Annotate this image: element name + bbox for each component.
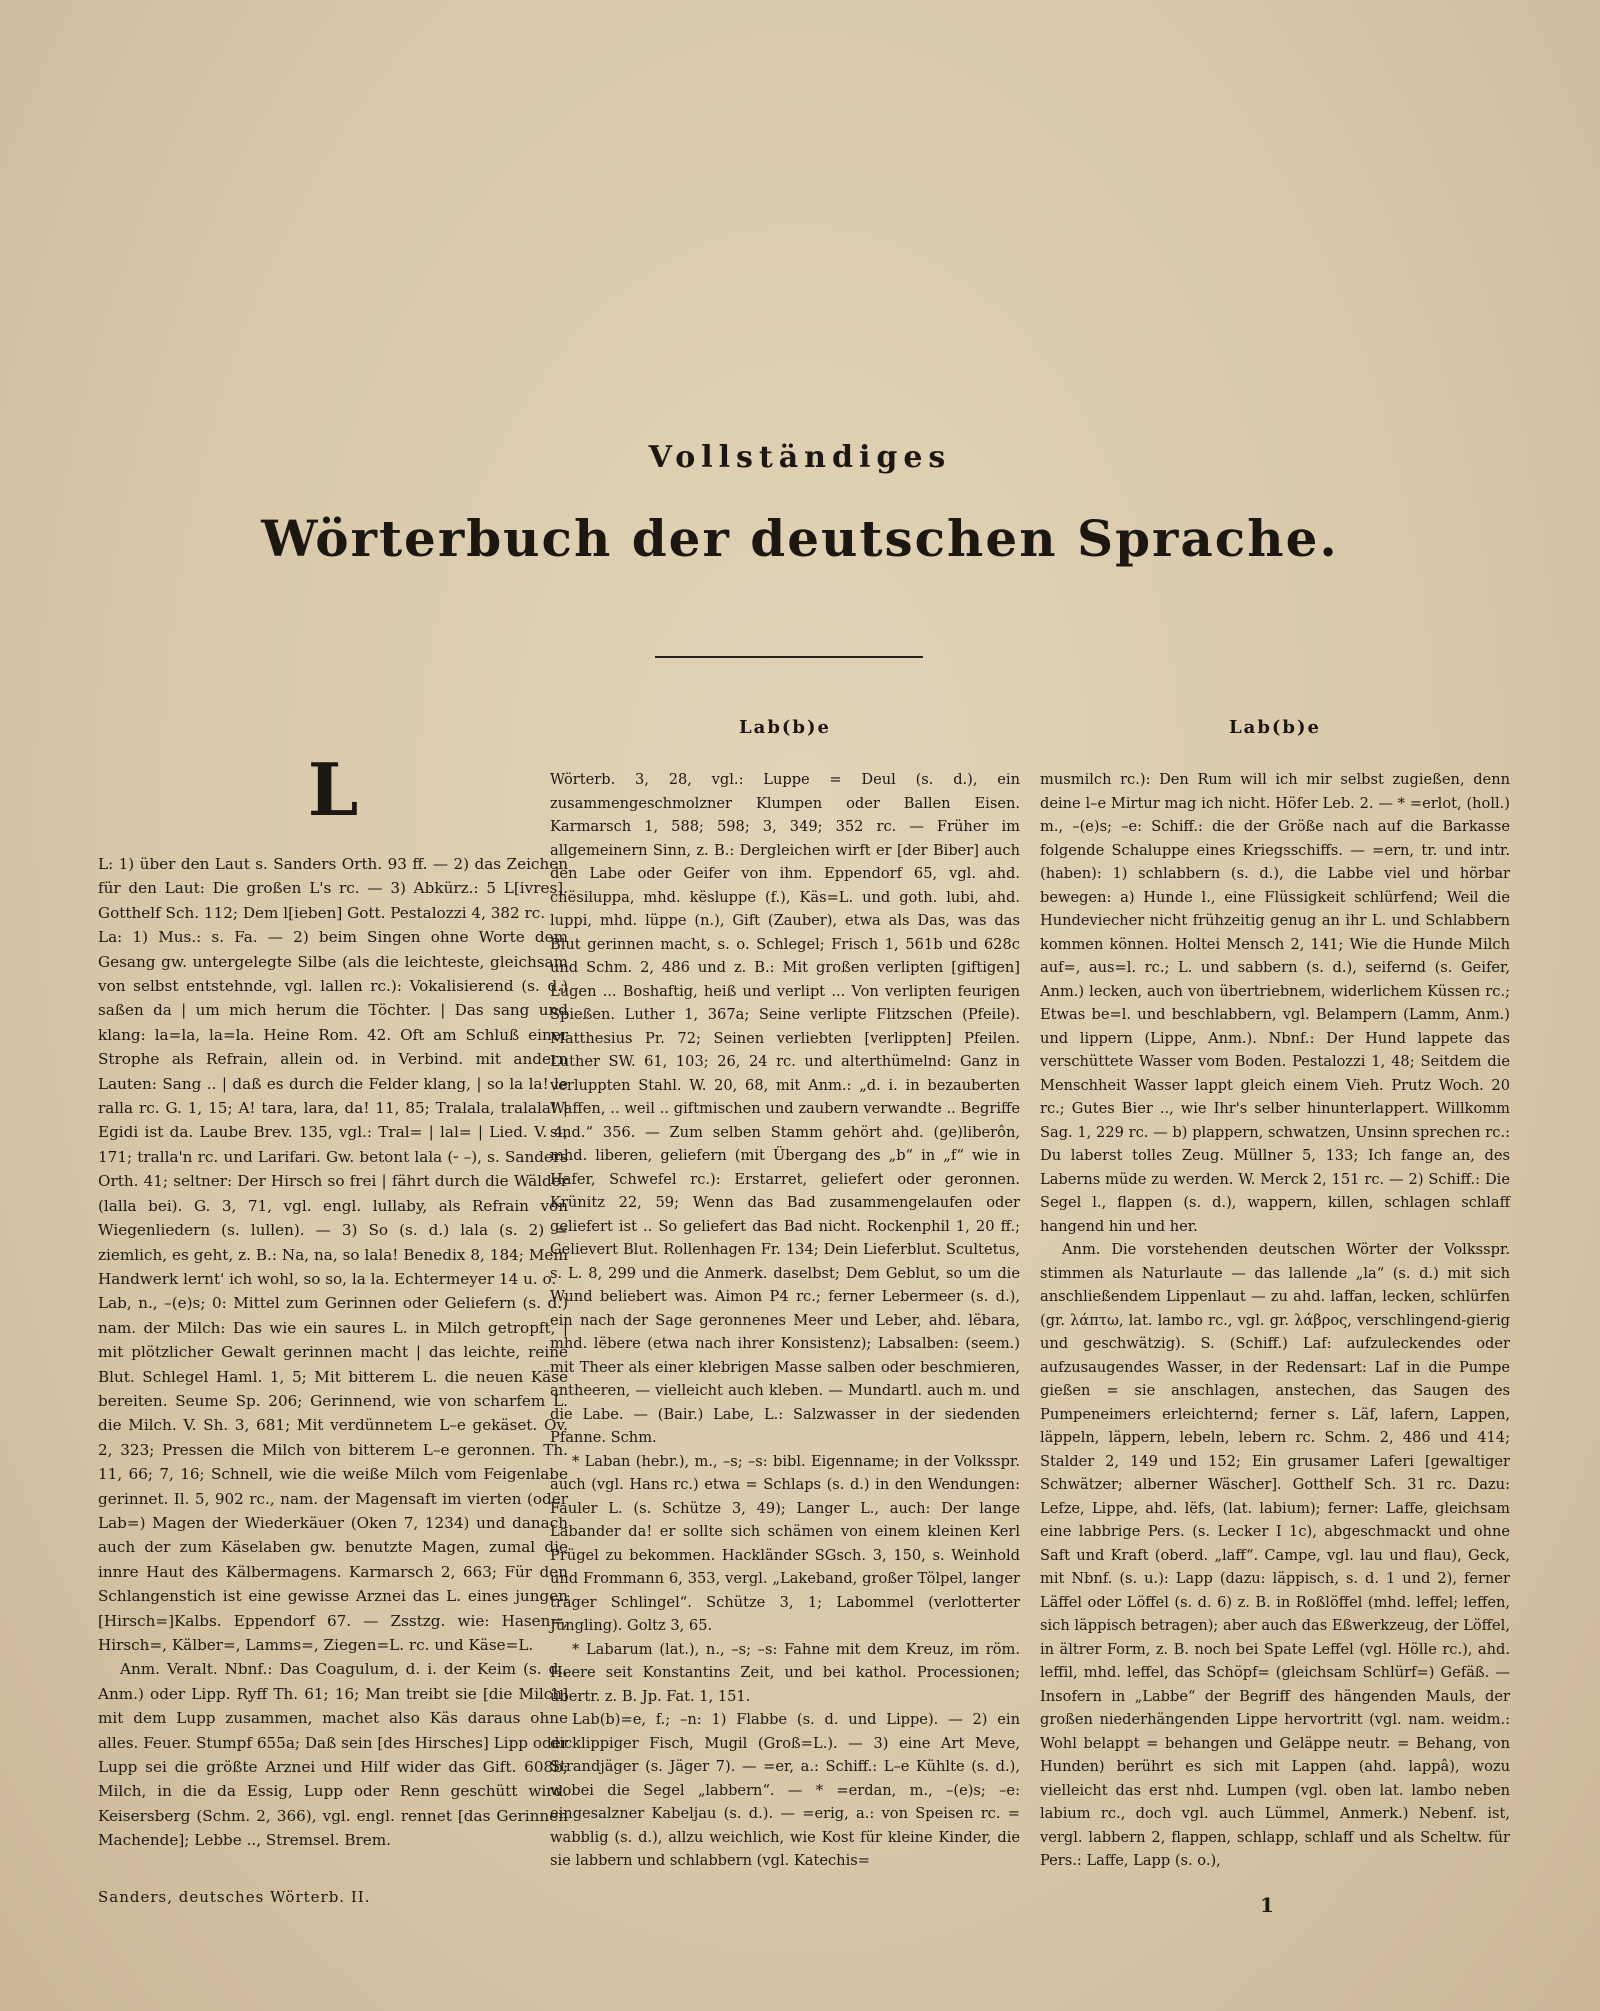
column-middle-header: Lab(b)e	[739, 717, 831, 738]
title-block	[0, 440, 1600, 568]
entry-l: L: 1) über den Laut s. Sanders Orth. 93 ff. — 2) das Zeichen für den Laut: Die großen L's rc. — 3) Abkürz.: 5 L[ivres]. Gotthelf Sch. 112; Dem l[ieben] Gott. Pestalozzi 4, 382 rc.	[98, 855, 568, 922]
footer-signature: Sanders, deutsches Wörterb. II.	[98, 1888, 371, 1906]
pre-title: Vollständiges	[648, 440, 952, 475]
column-right-header: Lab(b)e	[1229, 717, 1321, 738]
title-divider	[655, 656, 923, 658]
main-title: Wörterbuch der deutschen Sprache.	[261, 509, 1339, 568]
entry-lab-continued: Wörterb. 3, 28, vgl.: Luppe = Deul (s. d.), ein zusammengeschmolzner Klumpen oder Ballen Eisen. Karmarsch 1, 588; 598; 3, 349; 352 rc. — Früher im allgemeinern Sinn, z. B.: Dergleichen wirft er [der Biber] auch den Labe oder Geifer von ihm. Eppendorf 65, vgl. ahd. chësiluppa, mhd. kësluppe (f.), Käs=L. und goth. lubi, ahd. luppi, mhd. lüppe (n.), Gift (Zauber), etwa als Das, was das Blut gerinnen macht, s. o. Schlegel; Frisch 1, 561b und 628c und Schm. 2, 486 und z. B.: Mit großen verlipten [giftigen] Lügen ... Boshaftig, heiß und verlipt ... Von verlipten feurigen Spießen. Luther 1, 367a; Seine verlipte Flitzschen (Pfeile). Matthesius Pr. 72; Seinen verliebten [verlippten] Pfeilen. Luther SW. 61, 103; 26, 24 rc. und alterthümelnd: Ganz in verluppten Stahl. W. 20, 68, mit Anm.: „d. i. in bezauberten Waffen, .. weil .. giftmischen und zaubern verwandte .. Begriffe sind.“ 356. — Zum selben Stamm gehört ahd. (ge)liberôn, mhd. liberen, geliefern (mit Übergang des „b“ in „f“ wie in Hafer, Schwefel rc.): Erstarret, geliefert oder geronnen. Krünitz 22, 59; Wenn das Bad zusammengelaufen oder geliefert ist .. So geliefert das Bad nicht. Rockenphil 1, 20 ff.; Gelievert Blut. Rollenhagen Fr. 134; Dein Lieferblut. Scultetus, s. L. 8, 299 und die Anmerk. daselbst; Dem Geblut, so um die Wund beliebert was. Aimon P4 rc.; ferner Lebermeer (s. d.), ein nach der Sage geronnenes Meer und Leber, ahd. lëbara, mhd. lëbere (etwa nach ihrer Konsistenz); Labsalben: (seem.) mit Theer als einer klebrigen Masse salben oder beschmieren, antheeren, — vielleicht auch kleben. — Mundartl. auch m. und die Labe. — (Bair.) Labe, L.: Salzwasser in der siedenden Pfanne. Schm.	[550, 771, 1020, 1446]
column-left	[98, 716, 568, 1853]
entry-labbe-continued: musmilch rc.): Den Rum will ich mir selbst zugießen, denn deine l–e Mirtur mag ich nicht. Höfer Leb. 2. — * =erlot, (holl.) m., –(e)s; –e: Schiff.: die der Größe nach auf die Barkasse folgende Schaluppe eines Kriegsschiffs. — =ern, tr. und intr. (haben): 1) schlabbern (s. d.), die Labbe viel und hörbar bewegen: a) Hunde l., eine Flüssigkeit schlürfend; Weil die Hundeviecher nicht frühzeitig genug an ihr L. und Schlabbern kommen können. Holtei Mensch 2, 141; Wie die Hunde Milch auf=, aus=l. rc.; L. und sabbern (s. d.), seifernd (s. Geifer, Anm.) lecken, auch von übertriebnem, widerlichem Küssen rc.; Etwas be=l. und beschlabbern, vgl. Belampern (Lamm, Anm.) und lippern (Lippe, Anm.). Nbnf.: Der Hund lappete das verschüttete Wasser vom Boden. Pestalozzi 1, 48; Seitdem die Menschheit Wasser lappt gleich einem Vieh. Prutz Woch. 20 rc.; Gutes Bier .., wie Ihr's selber hinunterlappert. Willkomm Sag. 1, 229 rc. — b) plappern, schwatzen, Unsinn sprechen rc.: Du laberst tolles Zeug. Müllner 5, 133; Ich fange an, des Laberns müde zu werden. W. Merck 2, 151 rc. — 2) Schiff.: Die Segel l., flappen (s. d.), wappern, killen, schlagen schlaff hangend hin und her.	[1040, 771, 1510, 1235]
column-middle	[550, 716, 1020, 1873]
page-number: 1	[1260, 1893, 1274, 1917]
entry-labarum: * Labarum (lat.), n., –s; –s: Fahne mit dem Kreuz, im röm. Heere seit Konstantins Zeit, und bei kathol. Processionen; übertr. z. B. Jp. Fat. 1, 151.	[550, 1640, 1020, 1705]
entry-lab: Lab, n., –(e)s; 0: Mittel zum Gerinnen oder Geliefern (s. d.) nam. der Milch: Das wie ein saures L. in Milch getropft, | mit plötzlicher Gewalt gerinnen macht | das leichte, reine Blut. Schlegel Haml. 1, 5; Mit bitterem L. die neuen Käse bereiten. Seume Sp. 206; Gerinnend, wie von scharfem L. die Milch. V. Sh. 3, 681; Mit verdünnetem L–e gekäset. Ov. 2, 323; Pressen die Milch von bitterem L–e geronnen. Th. 11, 66; 7, 16; Schnell, wie die weiße Milch vom Feigenlabe gerinnet. Il. 5, 902 rc., nam. der Magensaft im vierten (oder Lab=) Magen der Wiederkäuer (Oken 7, 1234) und danach auch der zum Käselaben gw. benutzte Magen, zumal die innre Haut des Kälbermagens. Karmarsch 2, 663; Für den Schlangenstich ist eine gewisse Arznei das L. eines jungen [Hirsch=]Kalbs. Eppendorf 67. — Zsstzg. wie: Hasen=, Hirsch=, Kälber=, Lamms=, Ziegen=L. rc. und Käse=L.	[98, 1294, 568, 1654]
entry-labbe: Lab(b)=e, f.; –n: 1) Flabbe (s. d. und Lippe). — 2) ein dicklippiger Fisch, Mugil (Groß=L.). — 3) eine Art Meve, Strandjäger (s. Jäger 7). — =er, a.: Schiff.: L–e Kühlte (s. d.), wobei die Segel „labbern“. — * =erdan, m., –(e)s; –e: eingesalzner Kabeljau (s. d.). — =erig, a.: von Speisen rc. = wabblig (s. d.), allzu weichlich, wie Kost für kleine Kinder, die sie labbern und schlabbern (vgl. Katechis=	[550, 1711, 1020, 1869]
section-letter: L	[307, 747, 359, 832]
column-right	[1040, 716, 1510, 1873]
entry-labbe-anm: Anm. Die vorstehenden deutschen Wörter der Volksspr. stimmen als Naturlaute — das lallende „la“ (s. d.) mit sich anschließendem Lippenlaut — zu ahd. laffan, lecken, schlürfen (gr. λάπτω, lat. lambo rc., vgl. gr. λάβρος, verschlingend-gierig und geschwätzig). S. (Schiff.) Laf: aufzuleckendes oder aufzusaugendes Wasser, in der Redensart: Laf in die Pumpe gießen = sie anschlagen, anstechen, das Saugen des Pumpeneimers erleichternd; ferner s. Läf, lafern, Lappen, läppeln, läppern, lebeln, lebern rc. Schm. 2, 486 und 414; Stalder 2, 149 und 152; Ein grusamer Laferi [gewaltiger Schwätzer; alberner Wäscher]. Gotthelf Sch. 31 rc. Dazu: Lefze, Lippe, ahd. lëfs, (lat. labium); ferner: Laffe, gleichsam eine labbrige Pers. (s. Lecker I 1c), abgeschmackt und ohne Saft und Kraft (oberd. „laff“. Campe, vgl. lau und flau), Geck, mit Nbnf. (s. u.): Lapp (dazu: läppisch, s. d. 1 und 2), ferner Läffel oder Löffel (s. d. 6) z. B. in Roßlöffel (mhd. leffel; leffen, sich läppisch betragen); aber auch das Eßwerkzeug, der Löffel, in ältrer Form, z. B. noch bei Spate Leffel (vgl. Hölle rc.), ahd. leffil, mhd. leffel, das Schöpf= (gleichsam Schlürf=) Gefäß. — Insofern in „Labbe“ der Begriff des hängenden Mauls, der großen niederhängenden Lippe hervortritt (vgl. nam. weidm.: Wohl belappt = behangen und Geläppe neutr. = Behang, von Hunden) berührt es sich mit Lappen (ahd. lappâ), wozu vielleicht das erst nhd. Lumpen (vgl. oben lat. lambo neben labium rc., doch vgl. auch Lümmel, Anmerk.) Nebenf. ist, vergl. labbern 2, flappen, schlapp, schlaff und als Scheltw. für Pers.: Laffe, Lapp (s. o.),	[1040, 1241, 1510, 1869]
entry-la: La: 1) Mus.: s. Fa. — 2) beim Singen ohne Worte dem Gesang gw. untergelegte Silbe (als die leichteste, gleichsam von selbst entstehnde, vgl. lallen rc.): Vokalisierend (s. d.) saßen da | um mich herum die Töchter. | Das sang und klang: la=la, la=la. Heine Rom. 42. Oft am Schluß einer Strophe als Refrain, allein od. in Verbind. mit andern Lauten: Sang .. | daß es durch die Felder klang, | so la la! le ralla rc. G. 1, 15; A! tara, lara, da! 11, 85; Tralala, tralala! | Egidi ist da. Laube Brev. 135, vgl.: Tral= | lal= | Lied. V. 4, 171; tralla'n rc. und Larifari. Gw. betont lala (⏑ –), s. Sanders Orth. 41; seltner: Der Hirsch so frei | fährt durch die Wälder (lalla bei). G. 3, 71, vgl. engl. lullaby, als Refrain von Wiegenliedern (s. lullen). — 3) So (s. d.) lala (s. 2) = ziemlich, es geht, z. B.: Na, na, so lala! Benedix 8, 184; Mein Handwerk lernt' ich wohl, so so, la la. Echtermeyer 14 u. o.	[98, 928, 568, 1288]
entry-laban: * Laban (hebr.), m., –s; –s: bibl. Eigenname; in der Volksspr. auch (vgl. Hans rc.) etwa = Schlaps (s. d.) in den Wendungen: Fauler L. (s. Schütze 3, 49); Langer L., auch: Der lange Labander da! er sollte sich schämen von einem kleinen Kerl Prügel zu bekommen. Hackländer SGsch. 3, 150, s. Weinhold und Frommann 6, 353, vergl. „Lakeband, großer Tölpel, langer träger Schlingel“. Schütze 3, 1; Labommel (verlotterter Jüngling). Goltz 3, 65.	[550, 1452, 1020, 1634]
entry-lab-anm: Anm. Veralt. Nbnf.: Das Coagulum, d. i. der Keim (s. d., Anm.) oder Lipp. Ryff Th. 61; 16; Man treibt sie [die Milch] mit dem Lupp zusammen, machet also Käs daraus ohne alles. Feuer. Stumpf 655a; Daß sein [des Hirsches] Lipp oder Lupp sei die größte Arznei und Hilf wider das Gift. 608b; Milch, in die da Essig, Lupp oder Renn geschütt wird. Keisersberg (Schm. 2, 366), vgl. engl. rennet [das Gerinnen Machende]; Lebbe .., Stremsel. Brem.	[98, 1660, 568, 1850]
